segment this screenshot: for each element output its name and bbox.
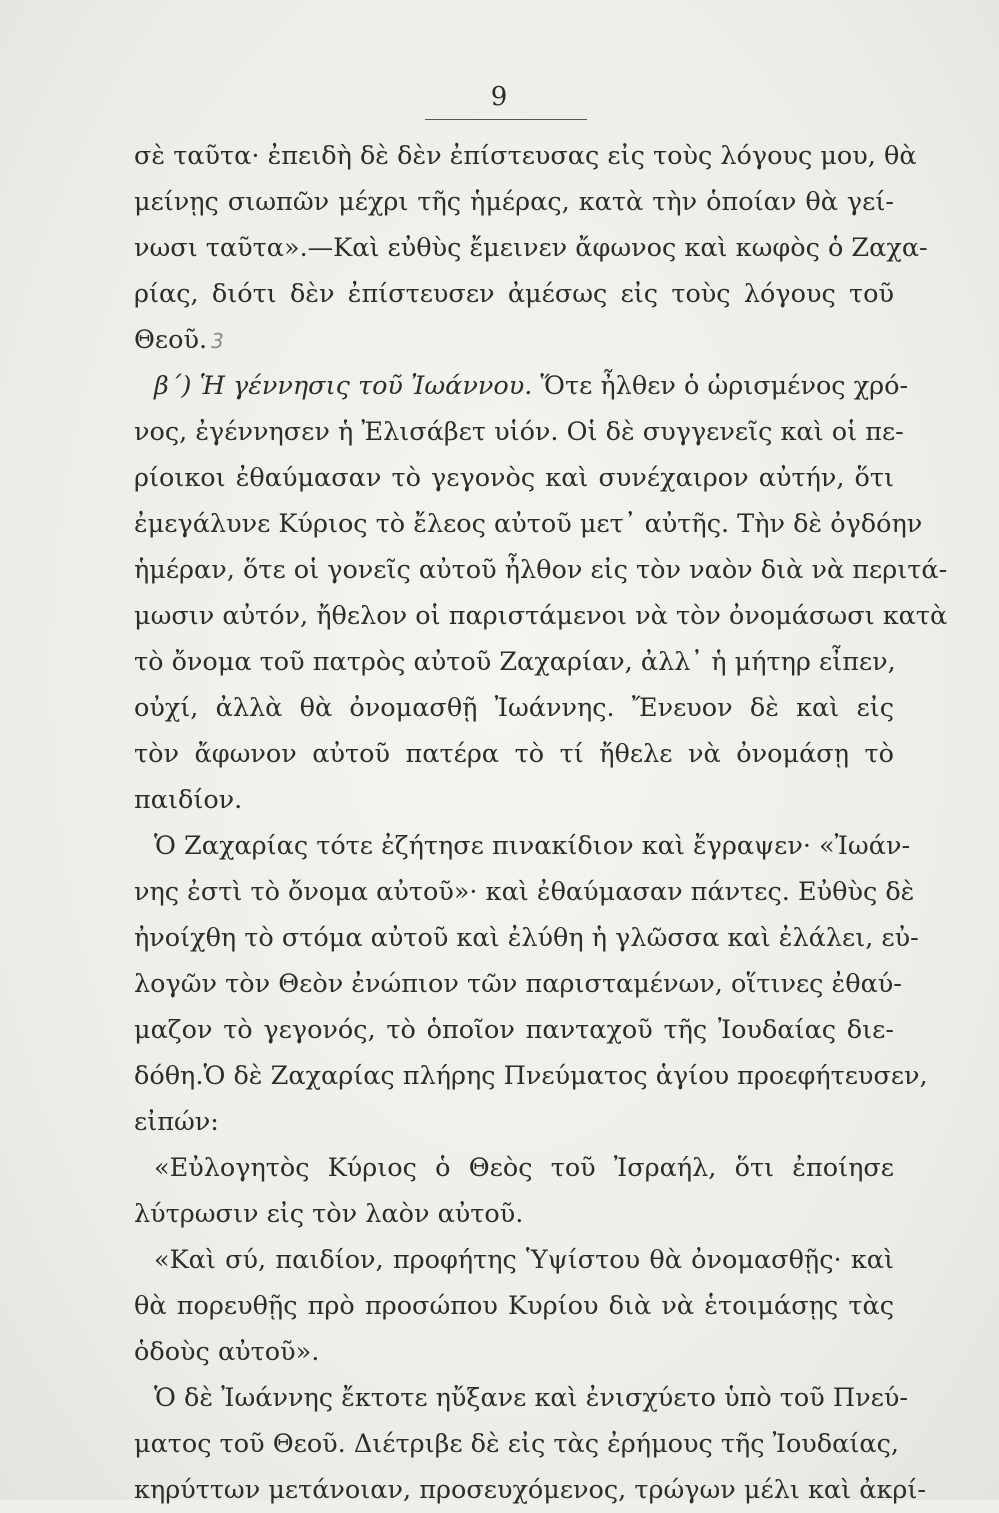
text-line-28: Ὁ δὲ Ἰωάννης ἔκτοτε ηὔξανε καὶ ἐνισχύετο ὑπὸ τοῦ Πνεύ-	[154, 1383, 908, 1413]
text-line-19: λογῶν τὸν Θεὸν ἐνώπιον τῶν παρισταμένων, οἵτινες ἐθαύ-	[134, 969, 902, 999]
text-line-11: μωσιν αὐτόν, ἤθελον οἱ παριστάμενοι νὰ τὸν ὀνομάσωσι κατὰ	[134, 601, 948, 631]
text-line-26: θὰ πορευθῇς πρὸ προσώπου Κυρίου διὰ νὰ ἑτοιμάσῃς τὰς	[134, 1291, 894, 1321]
text-line-18: ἠνοίχθη τὸ στόμα αὐτοῦ καὶ ἐλύθη ἡ γλῶσσα καὶ ἐλάλει, εὐ-	[134, 923, 919, 953]
text-line-17: νης ἐστὶ τὸ ὄνομα αὐτοῦ»· καὶ ἐθαύμασαν πάντες. Εὐθὺς δὲ	[134, 877, 915, 907]
text-line-7: νος, ἐγέννησεν ἡ Ἐλισάβετ υἱόν. Οἱ δὲ συγγενεῖς καὶ οἱ πε-	[134, 417, 904, 447]
text-line-30: κηρύττων μετάνοιαν, προσευχόμενος, τρώγων μέλι καὶ ἀκρί-	[134, 1475, 926, 1505]
text-line-16: Ὁ Ζαχαρίας τότε ἐζήτησε πινακίδιον καὶ ἔγραψεν· «Ἰωάν-	[154, 831, 911, 861]
text-line-5	[134, 317, 894, 363]
text-line-22: εἰπών:	[134, 1107, 219, 1137]
text-line-14: τὸν ἄφωνον αὐτοῦ πατέρα τὸ τί ἤθελε νὰ ὀνομάσῃ τὸ	[134, 739, 894, 769]
section-heading-line	[134, 363, 909, 409]
text-line-27: ὁδοὺς αὐτοῦ».	[134, 1337, 320, 1367]
pencil-annotation: 3	[211, 329, 224, 353]
text-line-1: σὲ ταῦτα· ἐπειδὴ δὲ δὲν ἐπίστευσας εἰς τοὺς λόγους μου, θὰ	[134, 141, 917, 171]
text-line-2: μείνῃς σιωπῶν μέχρι τῆς ἡμέρας, κατὰ τὴν ὁποίαν θὰ γεί-	[134, 187, 894, 217]
text-line-13: οὐχί, ἀλλὰ θὰ ὀνομασθῇ Ἰωάννης. Ἔνευον δὲ καὶ εἰς	[134, 693, 894, 723]
section-title: Ἡ γέννησις τοῦ Ἰωάννου.	[199, 371, 533, 401]
text-line-3: νωσι ταῦτα».—Καὶ εὐθὺς ἔμεινεν ἄφωνος καὶ κωφὸς ὁ Ζαχα-	[134, 233, 928, 263]
text-line-10: ἡμέραν, ὅτε οἱ γονεῖς αὐτοῦ ἦλθον εἰς τὸν ναὸν διὰ νὰ περιτά-	[134, 555, 948, 585]
text-line-8: ρίοικοι ἐθαύμασαν τὸ γεγονὸς καὶ συνέχαιρον αὐτήν, ὅτι	[134, 463, 894, 493]
header-rule	[425, 119, 587, 120]
text-line-29: ματος τοῦ Θεοῦ. Διέτριβε δὲ εἰς τὰς ἐρήμους τῆς Ἰουδαίας,	[134, 1429, 899, 1459]
text-line-15: παιδίον.	[134, 785, 243, 815]
text-line-21: δόθη.Ὁ δὲ Ζαχαρίας πλήρης Πνεύματος ἁγίου προεφήτευσεν,	[134, 1061, 928, 1091]
text-line-25: «Καὶ σύ, παιδίον, προφήτης Ὑψίστου θὰ ὀνομασθῇς· καὶ	[154, 1245, 894, 1275]
body-text	[134, 133, 948, 1513]
section-heading-text: Ὅτε ἦλθεν ὁ ὡρισμένος χρό-	[540, 371, 909, 401]
text-line-4: ρίας, διότι δὲν ἐπίστευσεν ἀμέσως εἰς τοὺς λόγους τοῦ	[134, 279, 894, 309]
text-line-24: λύτρωσιν εἰς τὸν λαὸν αὐτοῦ.	[134, 1199, 524, 1229]
text-line-12: τὸ ὄνομα τοῦ πατρὸς αὐτοῦ Ζαχαρίαν, ἀλλ᾽ ἡ μήτηρ εἶπεν,	[134, 647, 896, 677]
text-line-20: μαζον τὸ γεγονός, τὸ ὁποῖον πανταχοῦ τῆς Ἰουδαίας διε-	[134, 1015, 894, 1045]
page-number: 9	[490, 82, 509, 112]
text-line-9: ἐμεγάλυνε Κύριος τὸ ἔλεος αὐτοῦ μετ᾽ αὐτῆς. Τὴν δὲ ὀγδόην	[134, 509, 923, 539]
section-number: β΄)	[154, 371, 192, 401]
text-line-23: «Εὐλογητὸς Κύριος ὁ Θεὸς τοῦ Ἰσραήλ, ὅτι ἐποίησε	[154, 1153, 894, 1183]
text-line-5-text: Θεοῦ.	[134, 325, 208, 355]
